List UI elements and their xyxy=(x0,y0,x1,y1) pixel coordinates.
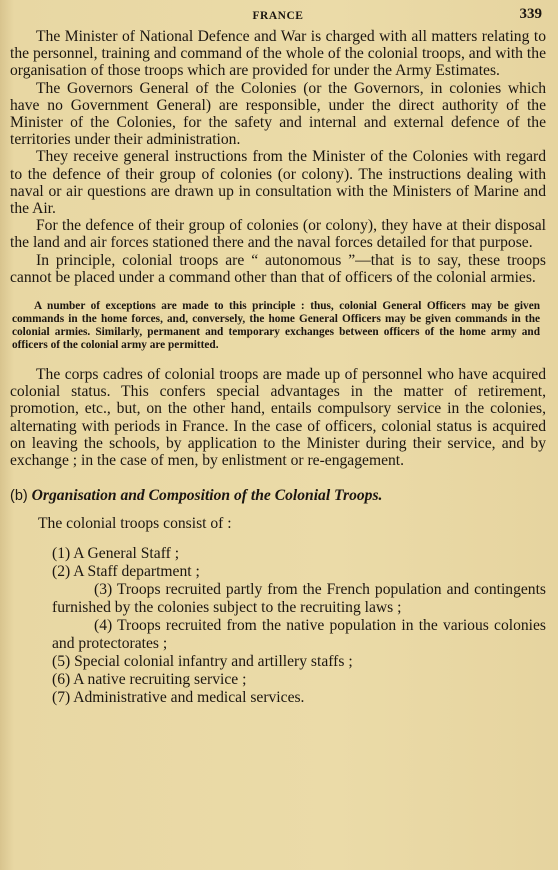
paragraph: In principle, colonial troops are “ autonomous ”—that is to say, these troops cannot be placed under a command other than that of officers of the colonial armies. xyxy=(10,251,546,286)
list-item: (3) Troops recruited partly from the French population and contingents furnished by the colonies subject to the recruiting laws ; xyxy=(52,581,546,617)
section-title: Organisation and Composition of the Colonial Troops. xyxy=(31,487,383,505)
main-text xyxy=(10,28,546,286)
list-item: (1) A General Staff ; xyxy=(52,545,180,563)
list-item: (6) A native recruiting service ; xyxy=(52,671,247,689)
running-head: FRANCE xyxy=(252,10,304,22)
list-item: (2) A Staff department ; xyxy=(52,563,200,581)
consist-intro: The colonial troops consist of : xyxy=(38,515,232,533)
page-number: 339 xyxy=(519,6,542,22)
list-item: (4) Troops recruited from the native population in the various colonies and protectorates ; xyxy=(52,617,546,653)
paragraph: The Governors General of the Colonies (or the Governors, in colonies which have no Government General) are responsible, under the direct authority of the Minister of the Colonies, for the safety and internal and external defence of the territories under their administration. xyxy=(10,79,546,149)
list-item: (5) Special colonial infantry and artillery staffs ; xyxy=(52,653,353,671)
section-heading xyxy=(10,487,546,505)
troops-list xyxy=(10,545,546,707)
paragraph: They receive general instructions from the Minister of the Colonies with regard to the defence of their group of colonies (or colony). The instructions dealing with naval or air questions are drawn up in consultation with the Ministers of Marine and the Air. xyxy=(10,148,546,218)
paragraph: For the defence of their group of colonies (or colony), they have at their disposal the land and air forces stationed there and the naval forces detailed for that purpose. xyxy=(10,217,546,252)
paragraph: The Minister of National Defence and War is charged with all matters relating to the personnel, training and command of the whole of the colonial troops, and with the organisation of those troops which are provided for under the Army Estimates. xyxy=(10,28,546,80)
footnote: A number of exceptions are made to this principle : thus, colonial General Officers may be given commands in the home forces, and, conversely, the home General Officers may be given commands in the colonial armies. Similarly, permanent and temporary exchanges between officers of the home army and officers of the colonial army are permitted. xyxy=(12,300,540,352)
list-item: (7) Administrative and medical services. xyxy=(52,689,305,707)
section-label: (b) xyxy=(10,488,28,505)
paragraph: The corps cadres of colonial troops are made up of personnel who have acquired colonial status. This confers special advantages in the matter of retirement, promotion, etc., but, on the other hand, entails compulsory service in the colonies, alternating with periods in France. In the case of officers, colonial status is acquired on leaving the schools, by application to the Minister during their service, and by exchange ; in the case of men, by enlistment or re-engagement. xyxy=(10,366,546,470)
page-header xyxy=(10,6,546,28)
second-text-block xyxy=(10,366,546,469)
